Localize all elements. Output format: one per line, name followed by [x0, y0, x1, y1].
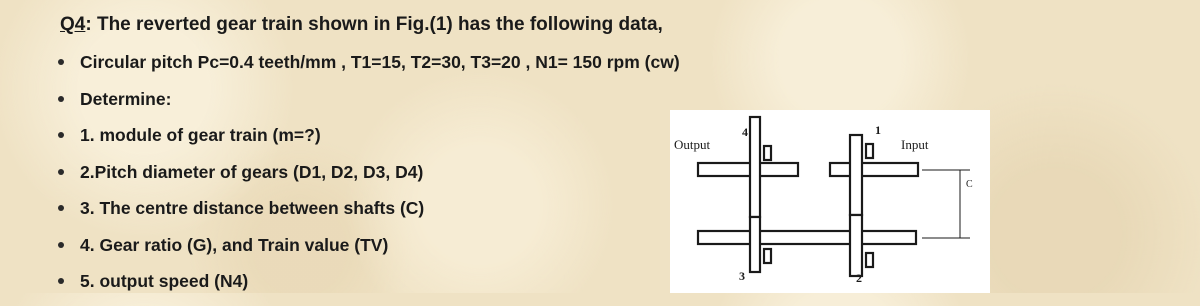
list-item: 2.Pitch diameter of gears (D1, D2, D3, D4): [58, 160, 680, 197]
list-item: Circular pitch Pc=0.4 teeth/mm , T1=15, T2=30, T3=20 , N1= 150 rpm (cw): [58, 50, 680, 87]
center-distance-label: C: [966, 179, 973, 190]
gear-1-label: 1: [875, 123, 881, 137]
gear-2-hub: [866, 253, 873, 267]
bullet-icon: [58, 242, 64, 248]
bullet-icon: [58, 169, 64, 175]
gear-3-label: 3: [739, 269, 745, 283]
gear-2: [850, 215, 862, 276]
input-shaft: [830, 163, 918, 176]
gear-train-diagram: [670, 110, 990, 293]
counter-shaft: [698, 231, 916, 244]
list-item: Determine:: [58, 87, 680, 124]
question-list: [58, 50, 680, 306]
gear-1-hub: [866, 144, 873, 158]
question-number: Q4: [60, 14, 86, 35]
bullet-icon: [58, 96, 64, 102]
gear-4-label: 4: [742, 125, 748, 139]
bullet-icon: [58, 59, 64, 65]
list-item: 5. output speed (N4): [58, 269, 680, 306]
bullet-icon: [58, 205, 64, 211]
input-label: Input: [901, 137, 929, 152]
list-item: 1. module of gear train (m=?): [58, 123, 680, 160]
list-item: 4. Gear ratio (G), and Train value (TV): [58, 233, 680, 270]
list-item: 3. The centre distance between shafts (C): [58, 196, 680, 233]
gear-3-hub: [764, 249, 771, 263]
gear-train-figure: [670, 110, 990, 293]
gear-4-hub: [764, 146, 771, 160]
question-title: [60, 14, 663, 36]
gear-3: [750, 217, 760, 272]
bullet-icon: [58, 132, 64, 138]
gear-1: [850, 135, 862, 215]
gear-4: [750, 117, 760, 217]
output-shaft: [698, 163, 798, 176]
question-text: : The reverted gear train shown in Fig.(1) has the following data,: [85, 14, 663, 35]
bullet-icon: [58, 278, 64, 284]
gear-2-label: 2: [856, 271, 862, 285]
output-label: Output: [674, 137, 711, 152]
